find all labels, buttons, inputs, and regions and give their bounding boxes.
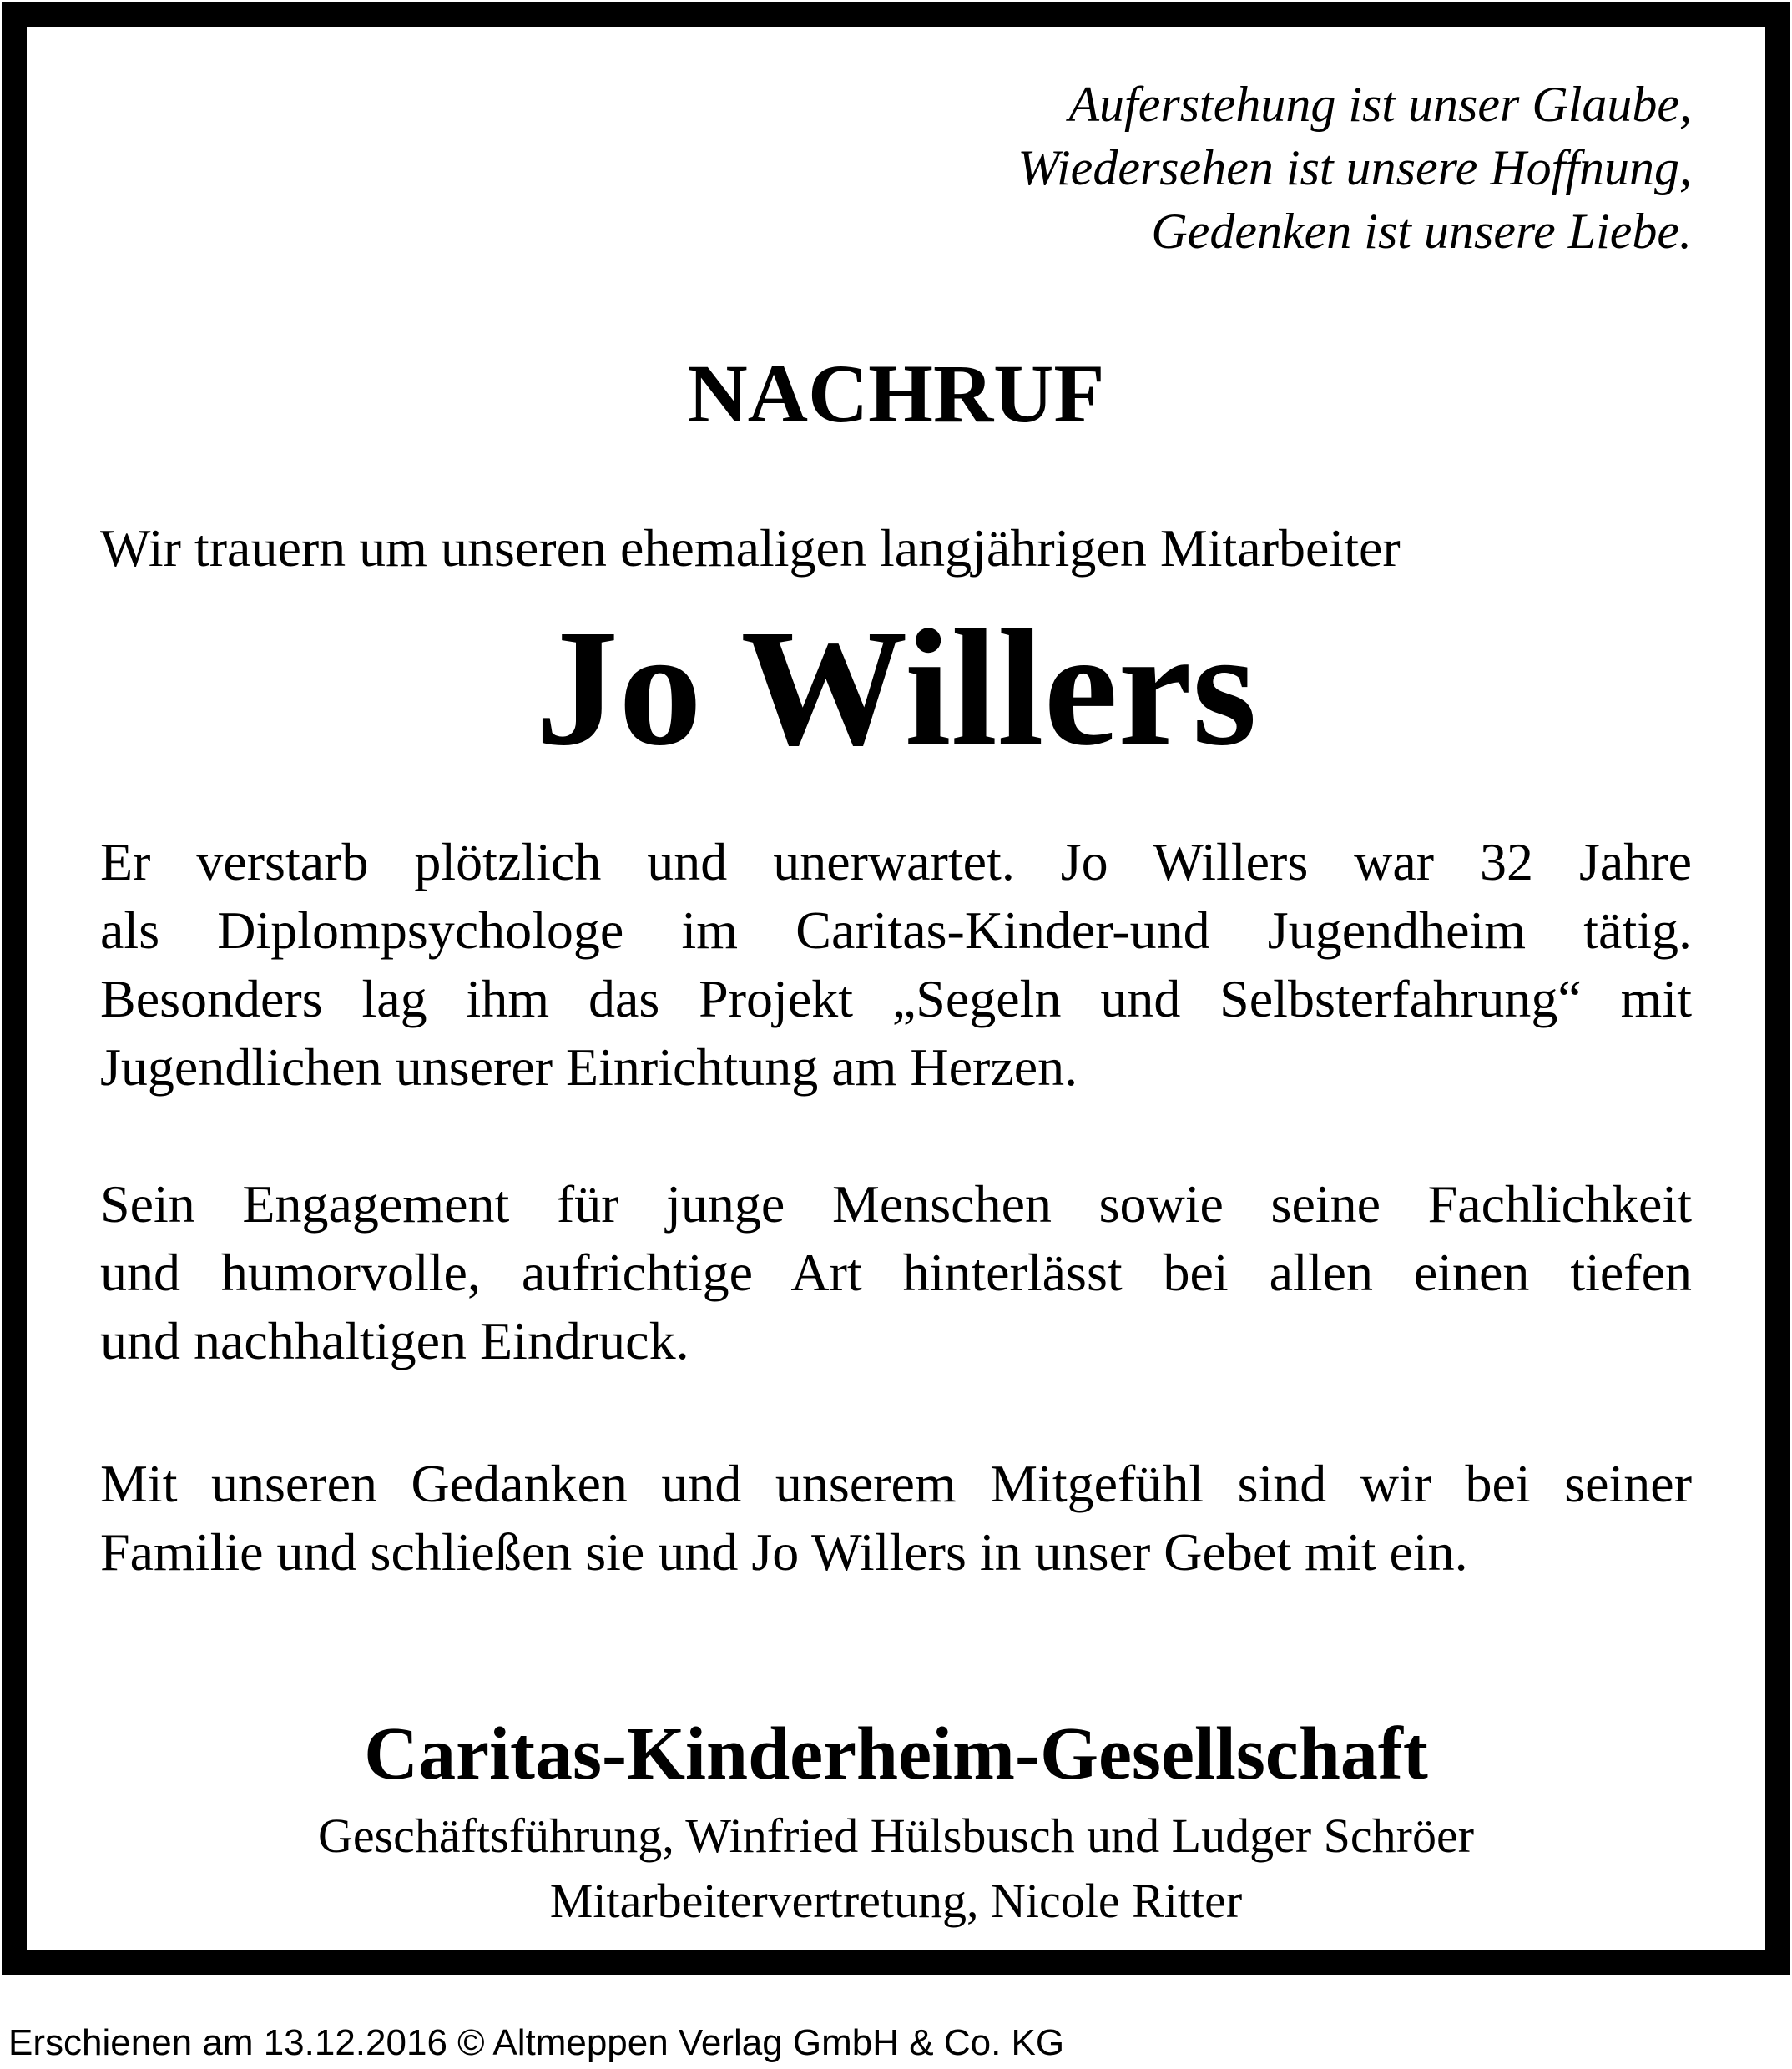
obituary-heading: NACHRUF — [687, 347, 1105, 440]
paragraph-tribute — [100, 828, 1692, 1102]
publication-note: Erschienen am 13.12.2016 © Altmeppen Verlag GmbH & Co. KG — [8, 2022, 1065, 2063]
paragraph-line: Sein Engagement für junge Menschen sowie seine Fachlichkeit — [100, 1174, 1692, 1234]
motto-line: Gedenken ist unsere Liebe. — [1151, 204, 1692, 259]
paragraph-line: Jugendlichen unserer Einrichtung am Herzen. — [100, 1037, 1078, 1097]
intro-text: Wir trauern um unseren ehemaligen langjährigen Mitarbeiter — [100, 518, 1401, 578]
paragraph-condolence — [100, 1450, 1692, 1587]
paragraph-line: und nachhaltigen Eindruck. — [100, 1311, 689, 1370]
signatory-staff-council: Mitarbeitervertretung, Nicole Ritter — [549, 1874, 1243, 1928]
paragraph-line: und humorvolle, aufrichtige Art hinterlässt bei allen einen tiefen — [100, 1243, 1692, 1302]
motto-line: Wiedersehen ist unsere Hoffnung, — [1017, 140, 1692, 195]
paragraph-line: Mit unseren Gedanken und unserem Mitgefühl sind wir bei seiner — [100, 1454, 1692, 1513]
obituary-frame — [2, 2, 1790, 1975]
paragraph-line: Familie und schließen sie und Jo Willers in unser Gebet mit ein. — [100, 1522, 1468, 1582]
paragraph-engagement — [100, 1170, 1692, 1375]
motto-verse — [1017, 73, 1692, 263]
motto-line: Auferstehung ist unser Glaube, — [1068, 77, 1692, 132]
paragraph-line: Besonders lag ihm das Projekt „Segeln und Selbsterfahrung“ mit — [100, 969, 1692, 1028]
paragraph-line: Er verstarb plötzlich und unerwartet. Jo Willers war 32 Jahre — [100, 832, 1692, 891]
paragraph-line: als Diplompsychologe im Caritas-Kinder-und Jugendheim tätig. — [100, 901, 1692, 960]
signatory-management: Geschäftsführung, Winfried Hülsbusch und Ludger Schröer — [317, 1809, 1475, 1863]
deceased-name: Jo Willers — [535, 596, 1257, 780]
organization-name: Caritas-Kinderheim-Gesellschaft — [364, 1713, 1428, 1795]
